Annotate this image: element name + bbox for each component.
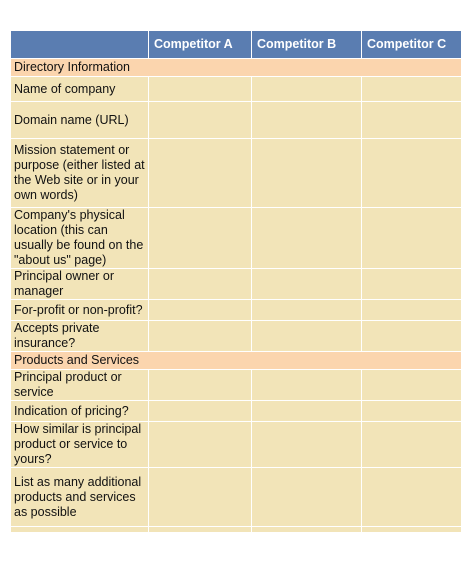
table-row	[11, 102, 462, 139]
row-label: How similar is principal product or service to yours?	[11, 422, 149, 468]
table-row	[11, 139, 462, 208]
cell-competitor-b[interactable]	[252, 139, 362, 208]
cell-competitor-c[interactable]	[362, 468, 462, 527]
table-row	[11, 77, 462, 102]
section-row-directory-information	[11, 59, 462, 77]
cell-competitor-b[interactable]	[252, 208, 362, 269]
row-label: Principal owner or manager	[11, 269, 149, 300]
cell-competitor-b[interactable]	[252, 102, 362, 139]
table-row	[11, 300, 462, 321]
cell-competitor-a[interactable]	[149, 370, 252, 401]
cell-competitor-b[interactable]	[252, 321, 362, 352]
cell-competitor-b[interactable]	[252, 370, 362, 401]
row-label: Accepts private insurance?	[11, 321, 149, 352]
cell-competitor-a[interactable]	[149, 401, 252, 422]
section-title: Directory Information	[11, 59, 462, 77]
cell-competitor-c[interactable]	[362, 77, 462, 102]
table-row	[11, 370, 462, 401]
row-label: Company's physical location (this can usually be found on the "about us" page)	[11, 208, 149, 269]
table-row	[11, 422, 462, 468]
cell-competitor-a[interactable]	[149, 208, 252, 269]
cell-competitor-a[interactable]	[149, 102, 252, 139]
cell-competitor-a[interactable]	[149, 422, 252, 468]
section-row-products-and-services	[11, 352, 462, 370]
header-row	[11, 31, 462, 59]
cell-competitor-c[interactable]	[362, 300, 462, 321]
cell-competitor-b[interactable]	[252, 77, 362, 102]
table-row	[11, 401, 462, 422]
header-competitor-b: Competitor B	[252, 31, 362, 59]
cell-competitor-a[interactable]	[149, 269, 252, 300]
table-row	[11, 468, 462, 527]
row-label: Mission statement or purpose (either listed at the Web site or in your own words)	[11, 139, 149, 208]
cell-competitor-c[interactable]	[362, 401, 462, 422]
table-row	[11, 208, 462, 269]
cell-competitor-a[interactable]	[149, 321, 252, 352]
competitor-analysis-table-container	[10, 30, 461, 532]
competitor-analysis-table	[10, 30, 461, 532]
header-blank-cell	[11, 31, 149, 59]
cell-competitor-c[interactable]	[362, 370, 462, 401]
row-label: Indication of pricing?	[11, 401, 149, 422]
header-competitor-a: Competitor A	[149, 31, 252, 59]
cell-competitor-a[interactable]	[149, 139, 252, 208]
table-row	[11, 321, 462, 352]
cell-competitor-a[interactable]	[149, 468, 252, 527]
row-label: Principal product or service	[11, 370, 149, 401]
row-label: List as many additional products and services as possible	[11, 468, 149, 527]
cell-competitor-b[interactable]	[252, 269, 362, 300]
cell-competitor-c[interactable]	[362, 422, 462, 468]
row-label: Name of company	[11, 77, 149, 102]
cell-competitor-b[interactable]	[252, 401, 362, 422]
cell-competitor-b[interactable]	[252, 422, 362, 468]
cell-competitor-c[interactable]	[362, 527, 462, 533]
cell-competitor-c[interactable]	[362, 102, 462, 139]
row-label: Domain name (URL)	[11, 102, 149, 139]
table-row-partial	[11, 527, 462, 533]
cell-competitor-c[interactable]	[362, 208, 462, 269]
cell-competitor-c[interactable]	[362, 321, 462, 352]
cell-competitor-b[interactable]	[252, 300, 362, 321]
cell-competitor-a[interactable]	[149, 77, 252, 102]
cell-competitor-a[interactable]	[149, 300, 252, 321]
cell-competitor-c[interactable]	[362, 269, 462, 300]
row-label: For-profit or non-profit?	[11, 300, 149, 321]
section-title: Products and Services	[11, 352, 462, 370]
table-row	[11, 269, 462, 300]
header-competitor-c: Competitor C	[362, 31, 462, 59]
cell-competitor-b[interactable]	[252, 468, 362, 527]
row-label-empty	[11, 527, 149, 533]
cell-competitor-b[interactable]	[252, 527, 362, 533]
cell-competitor-c[interactable]	[362, 139, 462, 208]
cell-competitor-a[interactable]	[149, 527, 252, 533]
